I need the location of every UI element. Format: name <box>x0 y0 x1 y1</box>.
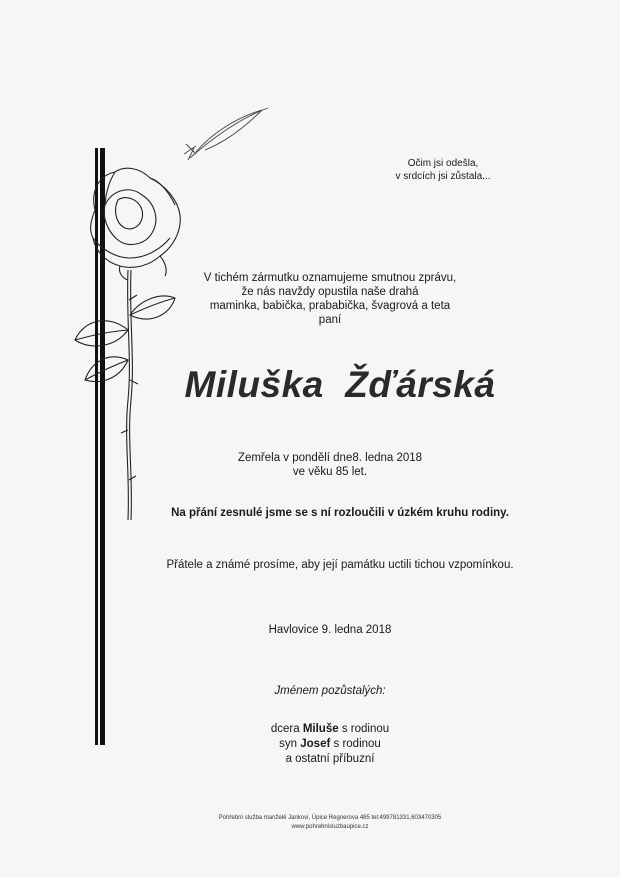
intro-line-2: že nás navždy opustila naše drahá <box>241 286 419 298</box>
family-name: Miluše <box>302 723 339 735</box>
motto <box>378 157 508 183</box>
family-member-son <box>200 737 460 752</box>
intro-line-4: paní <box>318 314 342 326</box>
motto-line-2: v srdcích jsi zůstala... <box>395 171 491 182</box>
family-list <box>200 722 460 767</box>
footer-address: Pohřební služba manželé Jankovi, Úpice Regnerova 485 tel:499781331,603470305 <box>218 815 442 821</box>
place-and-date: Havlovice 9. ledna 2018 <box>268 624 392 636</box>
funeral-service-footer <box>150 814 510 832</box>
death-date: Zemřela v pondělí dne8. ledna 2018 <box>237 452 423 464</box>
family-relation: syn <box>279 738 301 750</box>
family-relation: a ostatní příbuzní <box>285 753 375 765</box>
family-member-relatives <box>200 752 460 767</box>
family-relation: dcera <box>270 723 303 735</box>
death-info <box>205 451 455 479</box>
family-name: Josef <box>300 738 331 750</box>
motto-line-1: Očim jsi odešla, <box>407 158 479 169</box>
vertical-bar <box>95 148 105 745</box>
death-age: ve věku 85 let. <box>292 466 368 478</box>
deceased-name: Miluška Žďárská <box>184 364 496 405</box>
intro-line-1: V tichém zármutku oznamujeme smutnou zprávu, <box>203 272 457 284</box>
footer-website: www.pohrebnisluzbaupice.cz <box>291 824 369 830</box>
feather-icon <box>184 108 268 160</box>
family-suffix: s rodinou <box>338 723 390 735</box>
family-member-daughter <box>200 722 460 737</box>
farewell-wish: Na přání zesnulé jsme se s ní rozloučili v úzkém kruhu rodiny. <box>171 507 509 519</box>
intro-line-3: maminka, babička, prababička, švagrová a teta <box>209 300 451 312</box>
remembrance-request: Přátele a známé prosíme, aby její památku uctili tichou vzpomínkou. <box>166 559 514 571</box>
rose-icon <box>75 168 180 520</box>
family-suffix: s rodinou <box>330 738 381 750</box>
on-behalf-heading: Jménem pozůstalých: <box>274 685 386 697</box>
announcement-intro <box>190 271 470 327</box>
